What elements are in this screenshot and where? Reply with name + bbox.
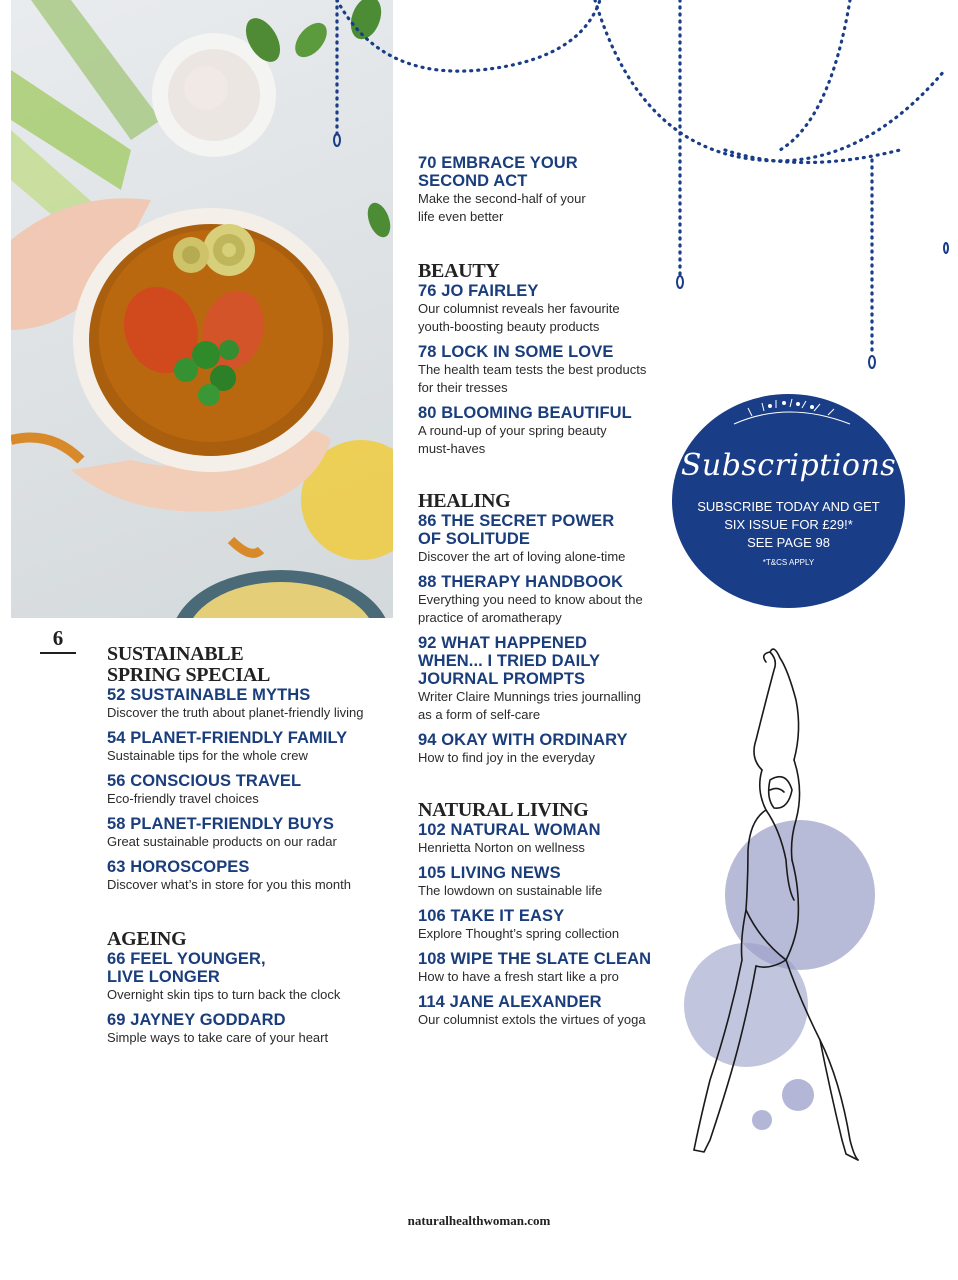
contents-entry[interactable] bbox=[418, 864, 668, 900]
entry-description: Discover the art of loving alone-time bbox=[418, 549, 626, 564]
terms-text: *T&CS APPLY bbox=[762, 558, 815, 567]
entry-title[interactable]: 105 LIVING NEWS bbox=[418, 864, 561, 882]
entry-title[interactable]: 52 SUSTAINABLE MYTHS bbox=[107, 686, 311, 704]
entry-description: Great sustainable products on our radar bbox=[107, 834, 337, 849]
contents-entry[interactable] bbox=[418, 512, 668, 566]
floral-sprig-icon bbox=[672, 394, 905, 454]
contents-entry[interactable] bbox=[418, 634, 668, 724]
section-heading: SUSTAINABLE SPRING SPECIAL bbox=[107, 643, 271, 686]
section-heading: AGEING bbox=[107, 928, 187, 950]
entry-description: Simple ways to take care of your heart bbox=[107, 1030, 329, 1045]
contents-entry[interactable] bbox=[418, 343, 668, 397]
entry-description: Writer Claire Munnings tries journalling as a form of self-care bbox=[418, 689, 642, 722]
entry-title[interactable]: 63 HOROSCOPES bbox=[107, 858, 250, 876]
entry-description: Everything you need to know about the practice of aromatherapy bbox=[418, 592, 643, 625]
entry-title[interactable]: 66 FEEL YOUNGER, LIVE LONGER bbox=[107, 950, 266, 986]
section-ageing bbox=[107, 929, 397, 1047]
contents-entry[interactable] bbox=[107, 772, 397, 808]
subscription-badge[interactable] bbox=[672, 394, 905, 608]
contents-entry[interactable] bbox=[107, 729, 397, 765]
entry-description: A round-up of your spring beauty must-haves bbox=[418, 423, 607, 456]
contents-entry[interactable] bbox=[107, 686, 397, 722]
section-natural-living bbox=[418, 800, 668, 1029]
entry-title[interactable]: 102 NATURAL WOMAN bbox=[418, 821, 601, 839]
contents-middle-column bbox=[418, 154, 668, 1036]
entry-title[interactable]: 54 PLANET-FRIENDLY FAMILY bbox=[107, 729, 348, 747]
entry-title[interactable]: 76 JO FAIRLEY bbox=[418, 282, 539, 300]
page-number: 6 bbox=[40, 626, 76, 654]
entry-title[interactable]: 94 OKAY WITH ORDINARY bbox=[418, 731, 628, 749]
entry-title[interactable]: 78 LOCK IN SOME LOVE bbox=[418, 343, 614, 361]
entry-description: Henrietta Norton on wellness bbox=[418, 840, 585, 855]
entry-description: Our columnist extols the virtues of yoga bbox=[418, 1012, 646, 1027]
subscriptions-script-title: Subscriptions bbox=[680, 448, 897, 483]
contents-entry[interactable] bbox=[418, 993, 668, 1029]
section-heading: HEALING bbox=[418, 490, 511, 512]
entry-title[interactable]: 70 EMBRACE YOUR SECOND ACT bbox=[418, 154, 578, 190]
entry-title[interactable]: 56 CONSCIOUS TRAVEL bbox=[107, 772, 302, 790]
contents-entry[interactable] bbox=[418, 731, 668, 767]
entry-description: Make the second-half of your life even better bbox=[418, 191, 586, 224]
entry-description: The health team tests the best products for their tresses bbox=[418, 362, 647, 395]
contents-entry[interactable] bbox=[107, 950, 397, 1004]
entry-description: Our columnist reveals her favourite youth-boosting beauty products bbox=[418, 301, 620, 334]
entry-description: Discover the truth about planet-friendly living bbox=[107, 705, 364, 720]
section-beauty bbox=[418, 261, 668, 458]
entry-description: Overnight skin tips to turn back the clock bbox=[107, 987, 341, 1002]
entry-description: How to find joy in the everyday bbox=[418, 750, 596, 765]
entry-description: Discover what’s in store for you this month bbox=[107, 877, 351, 892]
contents-entry[interactable] bbox=[418, 950, 668, 986]
contents-entry[interactable] bbox=[418, 573, 668, 627]
line-art-woman-illustration bbox=[670, 640, 930, 1180]
entry-description: Explore Thought’s spring collection bbox=[418, 926, 620, 941]
section-healing bbox=[418, 491, 668, 767]
contents-entry[interactable] bbox=[418, 154, 668, 226]
entry-title[interactable]: 80 BLOOMING BEAUTIFUL bbox=[418, 404, 632, 422]
subscription-offer-text: SUBSCRIBE TODAY AND GET SIX ISSUE FOR £29!* SEE PAGE 98 bbox=[697, 499, 880, 550]
contents-entry[interactable] bbox=[418, 821, 668, 857]
contents-entry[interactable] bbox=[107, 1011, 397, 1047]
website-footer[interactable]: naturalhealthwoman.com bbox=[407, 1213, 551, 1228]
entry-description: How to have a fresh start like a pro bbox=[418, 969, 619, 984]
section-heading: BEAUTY bbox=[418, 260, 500, 282]
entry-title[interactable]: 88 THERAPY HANDBOOK bbox=[418, 573, 624, 591]
entry-title[interactable]: 86 THE SECRET POWER OF SOLITUDE bbox=[418, 512, 615, 548]
entry-title[interactable]: 69 JAYNEY GODDARD bbox=[107, 1011, 286, 1029]
section-heading: NATURAL LIVING bbox=[418, 799, 589, 821]
contents-entry[interactable] bbox=[107, 815, 397, 851]
entry-title[interactable]: 114 JANE ALEXANDER bbox=[418, 993, 602, 1011]
entry-description: Eco-friendly travel choices bbox=[107, 791, 259, 806]
entry-description: The lowdown on sustainable life bbox=[418, 883, 603, 898]
entry-title[interactable]: 108 WIPE THE SLATE CLEAN bbox=[418, 950, 652, 968]
section-sustainable bbox=[107, 644, 397, 894]
entry-title[interactable]: 58 PLANET-FRIENDLY BUYS bbox=[107, 815, 334, 833]
contents-entry[interactable] bbox=[418, 907, 668, 943]
entry-title[interactable]: 106 TAKE IT EASY bbox=[418, 907, 565, 925]
entry-description: Sustainable tips for the whole crew bbox=[107, 748, 308, 763]
entry-title[interactable]: 92 WHAT HAPPENED WHEN... I TRIED DAILY JOURNAL PROMPTS bbox=[418, 634, 601, 688]
contents-left-column bbox=[107, 644, 397, 1054]
contents-entry[interactable] bbox=[418, 282, 668, 336]
contents-entry[interactable] bbox=[107, 858, 397, 894]
contents-entry[interactable] bbox=[418, 404, 668, 458]
